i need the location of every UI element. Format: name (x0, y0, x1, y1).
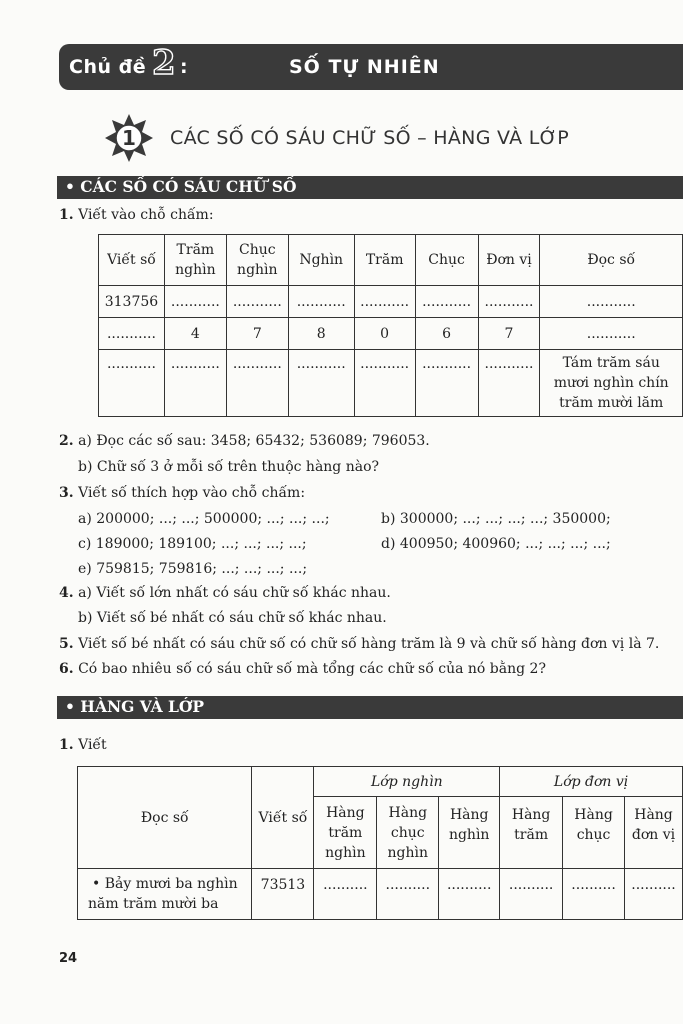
header-cell: Đọc số (540, 235, 683, 286)
subheader-cell: Hàng chục nghìn (377, 797, 439, 869)
table-cell: ........... (226, 286, 288, 318)
subheader-cell: Hàng chục (563, 797, 625, 869)
topic-colon: : (180, 56, 188, 78)
table-cell: 7 (226, 318, 288, 350)
header-cell: Trăm (354, 235, 415, 286)
topic-number: 2 (152, 43, 176, 83)
exercise-2a: 2. a) Đọc các số sau: 3458; 65432; 536089; 796053. (59, 433, 430, 449)
exercise-s2-1: 1. Viết (59, 737, 107, 753)
lesson-star-badge-icon (104, 113, 154, 163)
header-cell: Nghìn (288, 235, 354, 286)
header-cell: Trăm nghìn (164, 235, 226, 286)
subheader-cell: Hàng nghìn (439, 797, 500, 869)
table-cell: ........... (99, 318, 165, 350)
header-lop-don-vi: Lớp đơn vị (500, 767, 683, 797)
exercise-3: 3. Viết số thích hợp vào chỗ chấm: (59, 485, 306, 501)
table-row (78, 869, 683, 920)
table-cell: ........... (164, 286, 226, 318)
subheader-cell: Hàng trăm nghìn (314, 797, 377, 869)
header-cell: Viết số (99, 235, 165, 286)
exercise-3d: d) 400950; 400960; ...; ...; ...; ...; (381, 536, 611, 552)
table-cell: 313756 (99, 286, 165, 318)
table-header-row (78, 767, 683, 797)
six-digit-table (98, 234, 683, 417)
table-cell: ........... (354, 350, 415, 417)
subheader-cell: Hàng trăm (500, 797, 563, 869)
exercise-3e: e) 759815; 759816; ...; ...; ...; ...; (78, 561, 308, 577)
section-title: • HÀNG VÀ LỚP (65, 697, 205, 716)
table-cell: 8 (288, 318, 354, 350)
section-bar-hang-lop (57, 696, 683, 719)
table-cell: ........... (99, 350, 165, 417)
table-cell: ........... (540, 286, 683, 318)
exercise-5: 5. Viết số bé nhất có sáu chữ số có chữ số hàng trăm là 9 và chữ số hàng đơn vị là 7. (59, 636, 660, 652)
table-row (99, 350, 683, 417)
table-cell: ........... (478, 286, 540, 318)
table-cell: .......... (439, 869, 500, 920)
lesson-number: 1 (122, 126, 136, 150)
exercise-3c: c) 189000; 189100; ...; ...; ...; ...; (78, 536, 307, 552)
table-cell: ........... (354, 286, 415, 318)
table-cell: .......... (500, 869, 563, 920)
exercise-3a: a) 200000; ...; ...; 500000; ...; ...; ...; (78, 511, 330, 527)
place-value-table (77, 766, 683, 920)
subheader-cell: Hàng đơn vị (625, 797, 683, 869)
table-header-row (99, 235, 683, 286)
table-cell: .......... (563, 869, 625, 920)
table-cell: ........... (540, 318, 683, 350)
exercise-4a: 4. a) Viết số lớn nhất có sáu chữ số khác nhau. (59, 585, 391, 601)
table-cell: ........... (288, 286, 354, 318)
table-cell: .......... (625, 869, 683, 920)
page-number: 24 (59, 951, 78, 966)
table-cell: ........... (478, 350, 540, 417)
header-cell: Chục (415, 235, 478, 286)
lesson-title: CÁC SỐ CÓ SÁU CHỮ SỐ – HÀNG VÀ LỚP (170, 127, 570, 149)
table-cell: ........... (164, 350, 226, 417)
table-row (99, 286, 683, 318)
table-cell: ........... (288, 350, 354, 417)
table-cell-viet: 73513 (252, 869, 314, 920)
exercise-4b: b) Viết số bé nhất có sáu chữ số khác nhau. (78, 610, 387, 626)
table-cell: ........... (226, 350, 288, 417)
table-cell: ........... (415, 286, 478, 318)
section-title: • CÁC SỐ CÓ SÁU CHỮ SỐ (65, 177, 297, 196)
header-viet-so: Viết số (252, 767, 314, 869)
table-cell: ........... (415, 350, 478, 417)
exercise-3b: b) 300000; ...; ...; ...; ...; 350000; (381, 511, 611, 527)
table-cell: 6 (415, 318, 478, 350)
topic-title: SỐ TỰ NHIÊN (289, 56, 440, 78)
table-cell: 7 (478, 318, 540, 350)
header-lop-nghin: Lớp nghìn (314, 767, 500, 797)
exercise-2b: b) Chữ số 3 ở mỗi số trên thuộc hàng nào? (78, 459, 380, 475)
header-cell: Đơn vị (478, 235, 540, 286)
topic-label: Chủ đề (69, 56, 147, 78)
table-cell: Tám trăm sáu mươi nghìn chín trăm mười lăm (540, 350, 683, 417)
header-doc-so: Đọc số (78, 767, 252, 869)
table-cell-doc: • Bảy mươi ba nghìn năm trăm mười ba (78, 869, 252, 920)
exercise-6: 6. Có bao nhiêu số có sáu chữ số mà tổng các chữ số của nó bằng 2? (59, 661, 546, 677)
header-cell: Chục nghìn (226, 235, 288, 286)
table-cell: .......... (314, 869, 377, 920)
table-cell: .......... (377, 869, 439, 920)
topic-header-bar (59, 44, 683, 90)
table-row (99, 318, 683, 350)
section-bar-cac-so (57, 176, 683, 199)
table-cell: 4 (164, 318, 226, 350)
table-cell: 0 (354, 318, 415, 350)
exercise-1: 1. Viết vào chỗ chấm: (59, 207, 214, 223)
